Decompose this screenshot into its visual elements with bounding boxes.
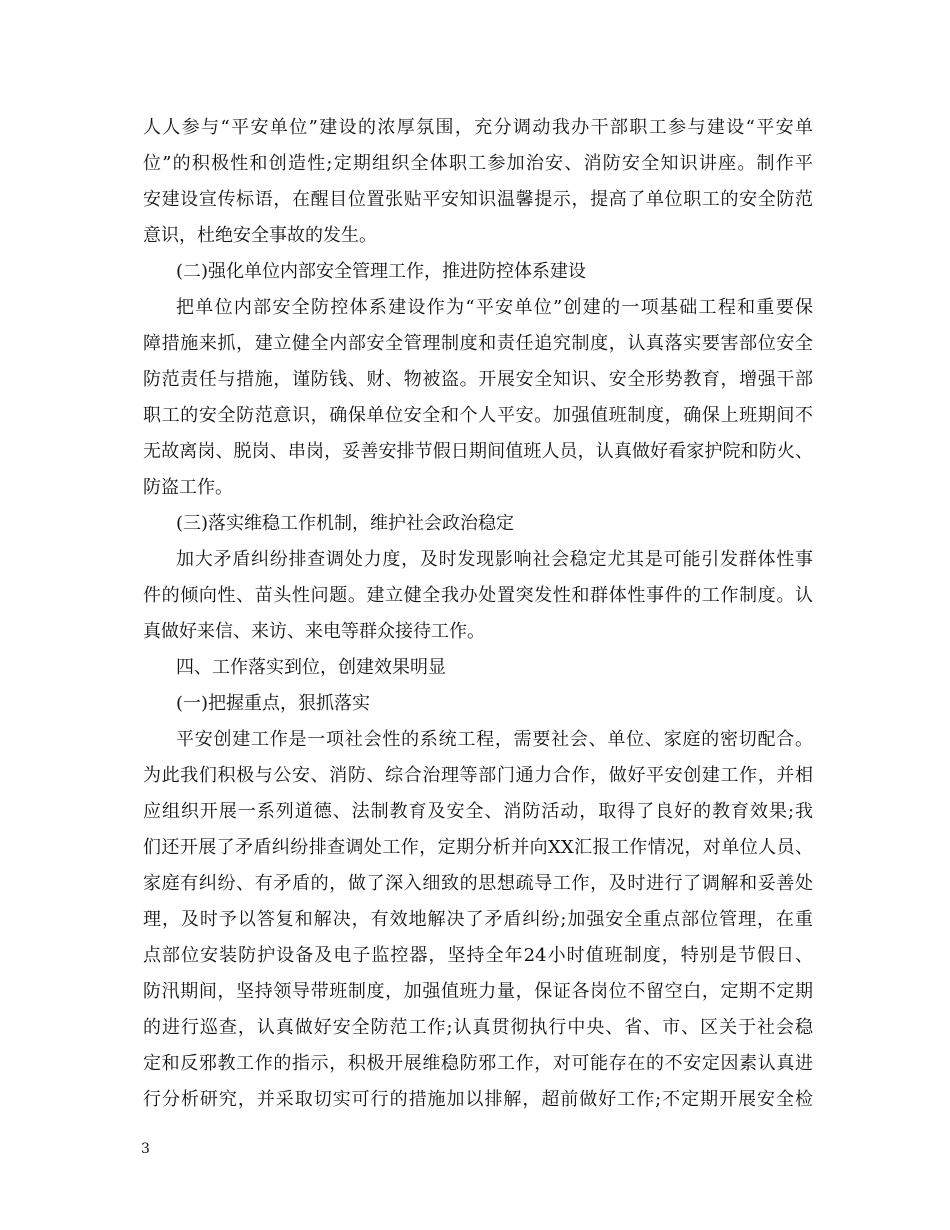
section-heading: 四、工作落实到位，创建效果明显: [176, 657, 446, 678]
text-line: 平安创建工作是一项社会性的系统工程，需要社会、单位、家庭的密切配合。: [176, 729, 813, 750]
text-line: 家庭有纠纷、有矛盾的，做了深入细致的思想疏导工作，及时进行了调解和妥善处: [143, 873, 813, 894]
text-line: 的进行巡查，认真做好安全防范工作;认真贯彻执行中央、省、市、区关于社会稳: [143, 1017, 813, 1038]
text-line: 防汛期间，坚持领导带班制度，加强值班力量，保证各岗位不留空白，定期不定期: [143, 981, 813, 1002]
text-line: 职工的安全防范意识，确保单位安全和个人平安。加强值班制度，确保上班期间不: [143, 405, 813, 426]
section-heading: (二)强化单位内部安全管理工作，推进防控体系建设: [176, 261, 587, 282]
text-line: 障措施来抓，建立健全内部安全管理制度和责任追究制度，认真落实要害部位安全: [143, 333, 813, 354]
text-line: 把单位内部安全防控体系建设作为“平安单位”创建的一项基础工程和重要保: [176, 297, 813, 318]
text-line: 应组织开展一系列道德、法制教育及安全、消防活动，取得了良好的教育效果;我: [143, 801, 813, 822]
text-line: 位”的积极性和创造性;定期组织全体职工参加治安、消防安全知识讲座。制作平: [143, 153, 813, 174]
text-line: 安建设宣传标语，在醒目位置张贴平安知识温馨提示，提高了单位职工的安全防范: [143, 189, 813, 210]
text-line: 定和反邪教工作的指示，积极开展维稳防邪工作，对可能存在的不安定因素认真进: [143, 1053, 813, 1074]
text-line: 防盗工作。: [143, 477, 233, 498]
text-line: 意识，杜绝安全事故的发生。: [143, 225, 377, 246]
text-line: 为此我们积极与公安、消防、综合治理等部门通力合作，做好平安创建工作，并相: [143, 765, 813, 786]
text-line: 加大矛盾纠纷排查调处力度，及时发现影响社会稳定尤其是可能引发群体性事: [176, 549, 813, 570]
document-body: [143, 110, 813, 1118]
text-line: 行分析研究，并采取切实可行的措施加以排解，超前做好工作;不定期开展安全检: [143, 1089, 813, 1110]
section-heading: (一)把握重点，狠抓落实: [176, 693, 371, 714]
section-heading: (三)落实维稳工作机制，维护社会政治稳定: [176, 513, 515, 534]
page-number: 3: [141, 1141, 150, 1157]
text-line: 理，及时予以答复和解决，有效地解决了矛盾纠纷;加强安全重点部位管理，在重: [143, 909, 813, 930]
text-line: 点部位安装防护设备及电子监控器，坚持全年24小时值班制度，特别是节假日、: [143, 945, 813, 966]
text-line: 防范责任与措施，谨防钱、财、物被盗。开展安全知识、安全形势教育，增强干部: [143, 369, 813, 390]
text-line: 真做好来信、来访、来电等群众接待工作。: [143, 621, 485, 642]
text-line: 件的倾向性、苗头性问题。建立健全我办处置突发性和群体性事件的工作制度。认: [143, 585, 813, 606]
text-line: 人人参与“平安单位”建设的浓厚氛围，充分调动我办干部职工参与建设“平安单: [143, 117, 813, 138]
text-line: 们还开展了矛盾纠纷排查调处工作，定期分析并向XX汇报工作情况，对单位人员、: [143, 837, 813, 858]
text-line: 无故离岗、脱岗、串岗，妥善安排节假日期间值班人员，认真做好看家护院和防火、: [143, 441, 813, 462]
